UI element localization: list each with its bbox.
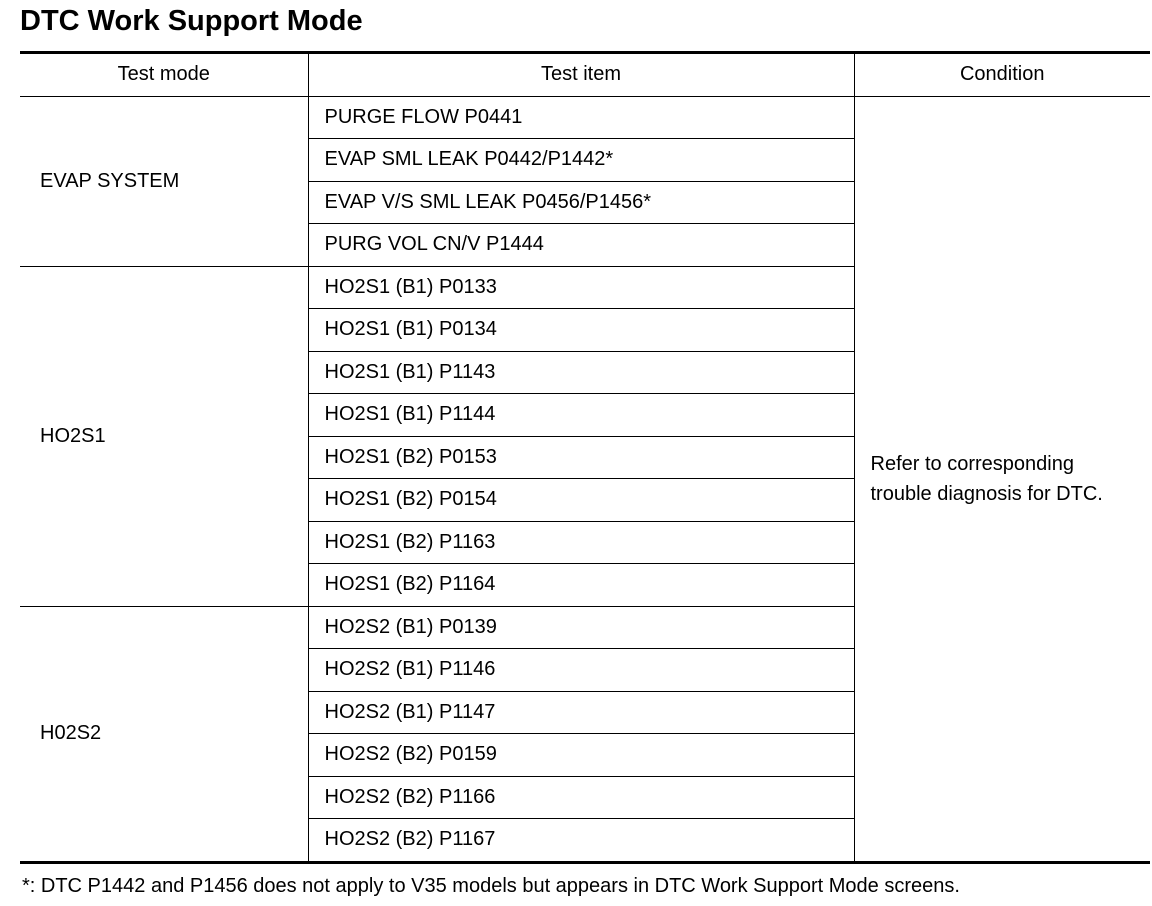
test-item-cell: PURG VOL CN/V P1444 [308,224,854,267]
dtc-work-support-table [20,51,1150,864]
test-item-cell: HO2S1 (B1) P1143 [308,351,854,394]
test-item-cell: HO2S2 (B2) P0159 [308,734,854,777]
header-test-mode: Test mode [20,53,308,97]
header-row [20,53,1150,97]
header-condition: Condition [854,53,1150,97]
test-item-cell: HO2S2 (B2) P1166 [308,776,854,819]
test-mode-cell: EVAP SYSTEM [20,96,308,266]
test-item-cell: HO2S2 (B2) P1167 [308,819,854,863]
test-item-cell: HO2S1 (B2) P1164 [308,564,854,607]
test-item-cell: HO2S1 (B1) P1144 [308,394,854,437]
test-item-cell: HO2S1 (B2) P0154 [308,479,854,522]
test-item-cell: PURGE FLOW P0441 [308,96,854,139]
test-item-cell: EVAP SML LEAK P0442/P1442* [308,139,854,182]
test-mode-cell: HO2S1 [20,266,308,606]
condition-cell: Refer to corresponding trouble diagnosis for DTC. [854,96,1150,862]
test-item-cell: HO2S2 (B1) P1146 [308,649,854,692]
test-item-cell: HO2S2 (B1) P1147 [308,691,854,734]
test-item-cell: HO2S1 (B2) P1163 [308,521,854,564]
table-row [20,96,1150,139]
test-item-cell: HO2S1 (B2) P0153 [308,436,854,479]
test-item-cell: HO2S1 (B1) P0134 [308,309,854,352]
test-item-cell: HO2S2 (B1) P0139 [308,606,854,649]
page-title: DTC Work Support Mode [20,5,363,37]
table-body [20,96,1150,862]
header-test-item: Test item [308,53,854,97]
test-item-cell: EVAP V/S SML LEAK P0456/P1456* [308,181,854,224]
footnote: *: DTC P1442 and P1456 does not apply to V35 models but appears in DTC Work Support Mode screens. [22,875,960,897]
test-mode-cell: H02S2 [20,606,308,862]
test-item-cell: HO2S1 (B1) P0133 [308,266,854,309]
